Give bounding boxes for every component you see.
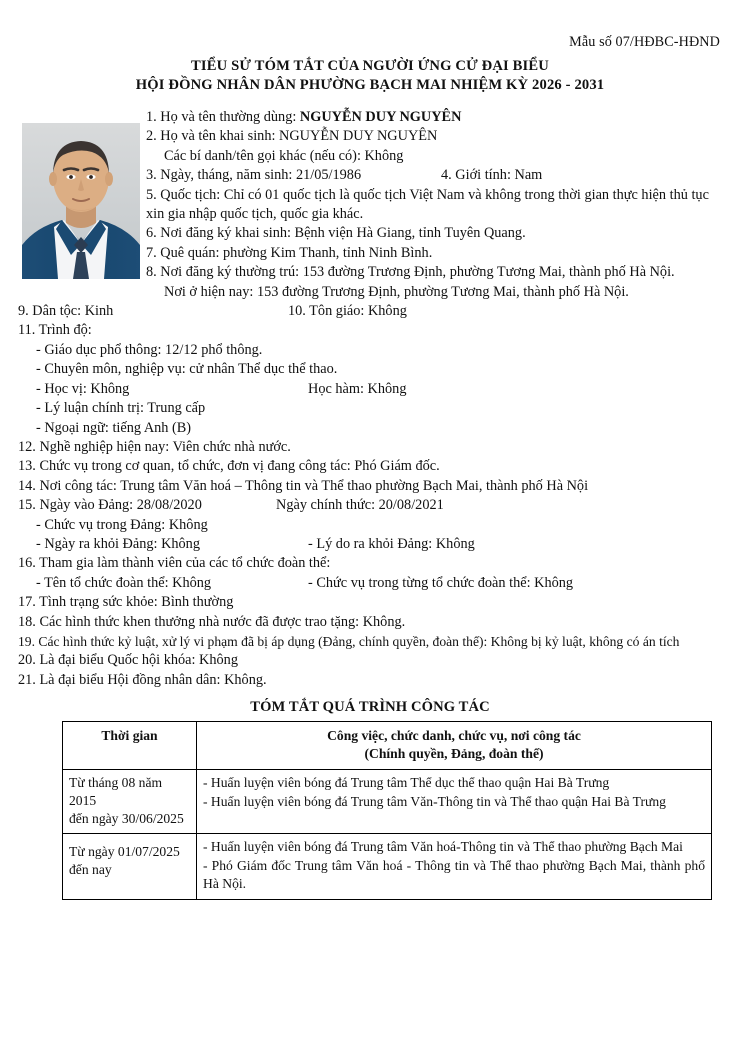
career-summary-title: TÓM TẮT QUÁ TRÌNH CÔNG TÁC — [250, 699, 490, 715]
page-title-line-2: HỘI ĐỒNG NHÂN DÂN PHƯỜNG BẠCH MAI NHIỆM KỲ 2026 - 2031 — [135, 77, 605, 93]
item-20-national-assembly-deputy: 20. Là đại biểu Quốc hội khóa: Không — [18, 652, 238, 669]
item-15-party-exit-date — [36, 535, 724, 554]
item-9-ethnicity — [18, 302, 724, 321]
column-header-time: Thời gian — [63, 722, 197, 770]
item-11-professional-qualification: - Chuyên môn, nghiệp vụ: cử nhân Thể dục thể thao. — [36, 361, 338, 378]
item-15-exit-text: - Ngày ra khỏi Đảng: Không — [36, 535, 200, 552]
column-header-work-line-2: (Chính quyền, Đảng, đoàn thể) — [364, 746, 544, 761]
item-4-gender: 4. Giới tính: Nam — [441, 167, 543, 184]
cell-time-period — [63, 834, 197, 900]
item-13-position-in-organization: 13. Chức vụ trong cơ quan, tổ chức, đơn vị đang công tác: Phó Giám đốc. — [18, 458, 440, 475]
work-entry: - Huấn luyện viên bóng đá Trung tâm Thể dục thể thao quận Hai Bà Trưng — [203, 775, 610, 790]
item-11-political-theory: - Lý luận chính trị: Trung cấp — [36, 400, 206, 417]
time-line-2: đến nay — [69, 862, 112, 877]
item-15-party-admission-date — [18, 496, 724, 515]
item-10-religion: 10. Tôn giáo: Không — [288, 303, 407, 320]
table-row — [63, 834, 712, 900]
item-9-text: 9. Dân tộc: Kinh — [18, 303, 114, 320]
time-line-2: đến ngày 30/06/2025 — [69, 811, 184, 826]
item-15-official-date: Ngày chính thức: 20/08/2021 — [276, 497, 444, 514]
time-line-1: Từ ngày 01/07/2025 — [69, 844, 180, 859]
item-11-academic-degree — [36, 380, 724, 399]
item-1-full-name — [146, 108, 724, 127]
page-title-line-1: TIỂU SỬ TÓM TẮT CỦA NGƯỜI ỨNG CỬ ĐẠI BIỂU — [191, 58, 549, 74]
table-row — [63, 770, 712, 834]
work-entry: - Huấn luyện viên bóng đá Trung tâm Văn hoá-Thông tin và Thể thao phường Bạch Mai — [203, 839, 683, 854]
item-16-org-text: - Tên tổ chức đoàn thể: Không — [36, 574, 212, 591]
column-header-work — [197, 722, 712, 770]
item-8-current-residence: Nơi ở hiện nay: 153 đường Trương Định, phường Tương Mai, thành phố Hà Nội. — [164, 283, 629, 300]
item-3-date-of-birth — [146, 166, 724, 185]
item-15-text: 15. Ngày vào Đảng: 28/08/2020 — [18, 497, 202, 514]
item-17-health-status: 17. Tình trạng sức khỏe: Bình thường — [18, 594, 234, 611]
time-line-1: Từ tháng 08 năm 2015 — [69, 775, 163, 808]
item-21-people-council-deputy: 21. Là đại biểu Hội đồng nhân dân: Không. — [18, 671, 267, 688]
item-12-current-occupation: 12. Nghề nghiệp hiện nay: Viên chức nhà nước. — [18, 438, 291, 455]
item-16-organization-name — [36, 574, 724, 593]
career-history-table — [62, 721, 712, 900]
page-title — [0, 57, 740, 95]
item-7-hometown: 7. Quê quán: phường Kim Thanh, tỉnh Ninh Bình. — [146, 244, 433, 261]
cell-time-period — [63, 770, 197, 834]
item-8-permanent-residence: 8. Nơi đăng ký thường trú: 153 đường Trương Định, phường Tương Mai, thành phố Hà Nội. — [146, 264, 675, 281]
item-15-party-exit-reason: - Lý do ra khỏi Đảng: Không — [308, 535, 475, 552]
item-11-general-education: - Giáo dục phổ thông: 12/12 phổ thông. — [36, 341, 263, 358]
work-entry: - Phó Giám đốc Trung tâm Văn hoá - Thông tin và Thể thao phường Bạch Mai, thành phố Hà Nội. — [203, 858, 705, 891]
form-code-label: Mẫu số 07/HĐBC-HĐND — [569, 34, 720, 50]
item-11-education-level: 11. Trình độ: — [18, 322, 92, 339]
item-6-birth-registration-place: 6. Nơi đăng ký khai sinh: Bệnh viện Hà Giang, tỉnh Tuyên Quang. — [146, 225, 526, 242]
cell-work-description — [197, 834, 712, 900]
item-11-foreign-language: - Ngoại ngữ: tiếng Anh (B) — [36, 419, 192, 436]
item-1-value: NGUYỄN DUY NGUYÊN — [299, 109, 462, 125]
biography-body — [18, 108, 724, 690]
work-entry: - Huấn luyện viên bóng đá Trung tâm Văn-Thông tin và Thể thao quận Hai Bà Trưng — [203, 794, 666, 809]
item-11-degree-text: - Học vị: Không — [36, 380, 130, 397]
item-11-academic-title: Học hàm: Không — [308, 380, 407, 397]
table-header-row — [63, 722, 712, 770]
item-1-label: 1. Họ và tên thường dùng: — [146, 109, 297, 125]
item-16-mass-organizations: 16. Tham gia làm thành viên của các tổ chức đoàn thể: — [18, 555, 331, 572]
item-2-aliases: Các bí danh/tên gọi khác (nếu có): Không — [164, 147, 404, 164]
item-15-party-position: - Chức vụ trong Đảng: Không — [36, 516, 208, 533]
item-3-text: 3. Ngày, tháng, năm sinh: 21/05/1986 — [146, 167, 362, 184]
item-19-disciplinary-actions: 19. Các hình thức kỷ luật, xử lý vi phạm đã bị áp dụng (Đảng, chính quyền, đoàn thể): Không bị kỷ luật, không có án tích — [18, 633, 680, 649]
column-header-work-line-1: Công việc, chức danh, chức vụ, nơi công tác — [327, 728, 581, 743]
cell-work-description — [197, 770, 712, 834]
item-14-workplace: 14. Nơi công tác: Trung tâm Văn hoá – Thông tin và Thể thao phường Bạch Mai, thành phố Hà Nội — [18, 477, 589, 494]
item-16-organization-position: - Chức vụ trong từng tổ chức đoàn thể: Không — [308, 574, 574, 591]
item-5-nationality-line-1: 5. Quốc tịch: Chỉ có 01 quốc tịch là quốc tịch Việt Nam và không trong thời gian thực hiện thủ tục — [146, 186, 709, 203]
item-5-nationality-line-2: xin gia nhập quốc tịch, quốc gia khác. — [146, 206, 364, 223]
item-18-state-commendations: 18. Các hình thức khen thưởng nhà nước đã được trao tặng: Không. — [18, 613, 406, 630]
item-2-birth-name: 2. Họ và tên khai sinh: NGUYỄN DUY NGUYÊN — [146, 128, 438, 145]
